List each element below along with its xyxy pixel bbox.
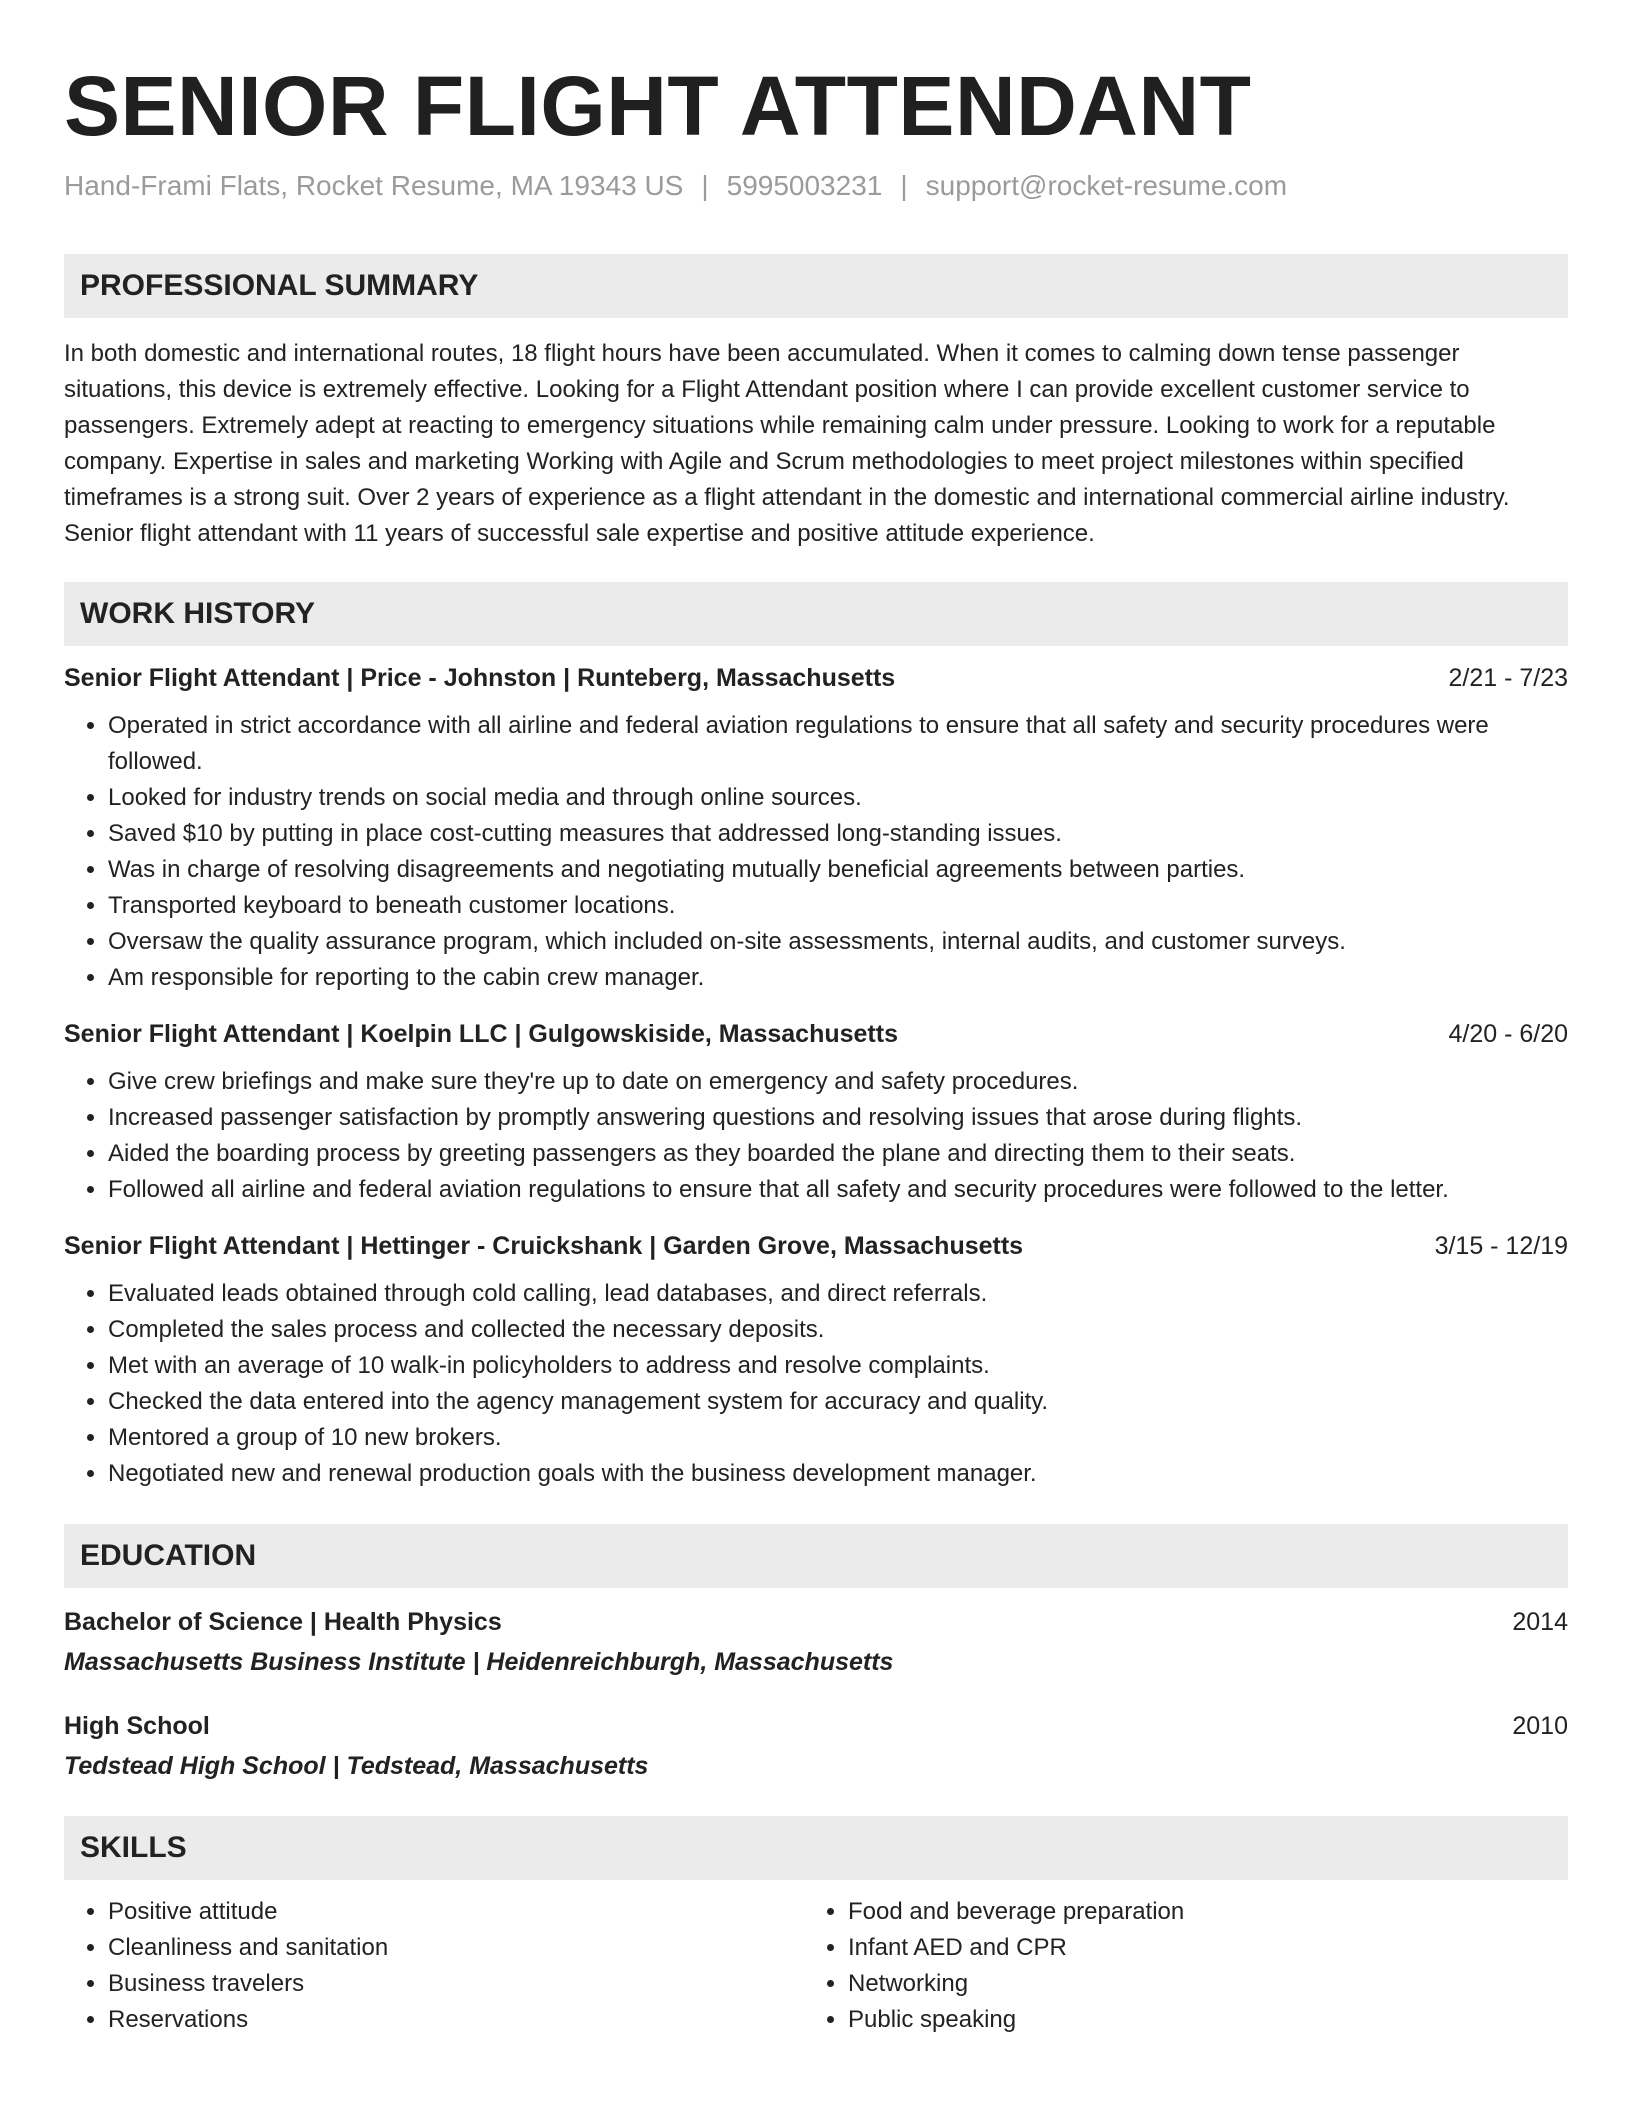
skills-section [64,1816,1568,2038]
contact-address: Hand-Frami Flats, Rocket Resume, MA 19343 US [64,170,684,201]
contact-separator: | [900,170,908,201]
job-bullet: • Give crew briefings and make sure they're up to date on emergency and safety procedures. [108,1064,1568,1100]
education-year: 2014 [1512,1608,1568,1636]
contact-line [64,168,1568,204]
job-bullet: • Checked the data entered into the agency management system for accuracy and quality. [108,1384,1568,1420]
job-bullet: • Aided the boarding process by greeting passengers as they boarded the plane and directing them to their seats. [108,1136,1568,1172]
education-degree: Bachelor of Science | Health Physics [64,1608,502,1636]
job-title: Senior Flight Attendant | Koelpin LLC | Gulgowskiside, Massachusetts [64,1020,898,1048]
education-school: Massachusetts Business Institute | Heidenreichburgh, Massachusetts [64,1648,894,1676]
education-year: 2010 [1512,1712,1568,1740]
job-bullet: • Looked for industry trends on social media and through online sources. [108,780,1568,816]
professional-summary-section [64,254,1568,552]
contact-separator: | [701,170,709,201]
skills-list-left [64,1894,804,2038]
job-bullet: • Saved $10 by putting in place cost-cutting measures that addressed long-standing issues. [108,816,1568,852]
contact-email: support@rocket-resume.com [925,170,1288,201]
job-bullet: • Operated in strict accordance with all airline and federal aviation regulations to ensure that all safety and security procedures were followed. [108,708,1568,780]
job-bullet: • Followed all airline and federal aviation regulations to ensure that all safety and security procedures were followed to the letter. [108,1172,1568,1208]
job-entry [64,1016,1568,1208]
job-title: Senior Flight Attendant | Hettinger - Cruickshank | Garden Grove, Massachusetts [64,1232,1024,1260]
work-history-section [64,582,1568,1492]
section-title-summary: PROFESSIONAL SUMMARY [64,254,1568,318]
job-bullet: • Increased passenger satisfaction by promptly answering questions and resolving issues that arose during flights. [108,1100,1568,1136]
job-dates: 4/20 - 6/20 [1448,1020,1568,1048]
job-dates: 3/15 - 12/19 [1434,1232,1568,1260]
job-dates: 2/21 - 7/23 [1448,664,1568,692]
summary-text: In both domestic and international routes, 18 flight hours have been accumulated. When it comes to calming down tense passenger situations, this device is extremely effective. Looking for a Flight Attendant position where I can provide excellent customer service to passengers. Extremely adept at reacting to emergency situations while remaining calm under pressure. Looking to work for a reputable company. Expertise in sales and marketing Working with Agile and Scrum methodologies to meet project milestones within specified timeframes is a strong suit. Over 2 years of experience as a flight attendant in the domestic and international commercial airline industry. Senior flight attendant with 11 years of successful sale expertise and positive attitude experience. [64,340,1510,547]
education-entry [64,1604,1568,1680]
resume-page [64,0,1568,2038]
job-title: Senior Flight Attendant | Price - Johnston | Runteberg, Massachusetts [64,664,896,692]
job-bullet: • Am responsible for reporting to the cabin crew manager. [108,960,1568,996]
job-bullet: • Negotiated new and renewal production goals with the business development manager. [108,1456,1568,1492]
skills-columns [64,1894,1568,2038]
skill-item: • Positive attitude [108,1894,804,1930]
job-bullet: • Was in charge of resolving disagreements and negotiating mutually beneficial agreements between parties. [108,852,1568,888]
contact-phone: 5995003231 [726,170,883,201]
section-title-work-history: WORK HISTORY [64,582,1568,646]
skill-item: • Public speaking [848,2002,1544,2038]
job-bullets [64,1064,1568,1208]
education-school: Tedstead High School | Tedstead, Massachusetts [64,1752,649,1780]
job-bullets [64,1276,1568,1492]
education-header [64,1604,1568,1640]
resume-header [64,0,1568,204]
section-title-skills: SKILLS [64,1816,1568,1880]
education-entry [64,1708,1568,1784]
skill-item: • Food and beverage preparation [848,1894,1544,1930]
skill-item: • Infant AED and CPR [848,1930,1544,1966]
job-bullets [64,708,1568,996]
skill-item: • Business travelers [108,1966,804,2002]
skills-list-right [804,1894,1544,2038]
education-header [64,1708,1568,1744]
job-bullet: • Evaluated leads obtained through cold calling, lead databases, and direct referrals. [108,1276,1568,1312]
resume-name: SENIOR FLIGHT ATTENDANT [64,59,1252,153]
job-bullet: • Transported keyboard to beneath customer locations. [108,888,1568,924]
job-entry [64,1228,1568,1492]
education-degree: High School [64,1712,210,1740]
job-bullet: • Oversaw the quality assurance program, which included on-site assessments, internal audits, and customer surveys. [108,924,1568,960]
job-header [64,660,1568,696]
job-bullet: • Met with an average of 10 walk-in policyholders to address and resolve complaints. [108,1348,1568,1384]
job-header [64,1016,1568,1052]
skill-item: • Networking [848,1966,1544,2002]
job-bullet: • Mentored a group of 10 new brokers. [108,1420,1568,1456]
education-section [64,1524,1568,1784]
job-entry [64,660,1568,996]
section-title-education: EDUCATION [64,1524,1568,1588]
job-bullet: • Completed the sales process and collected the necessary deposits. [108,1312,1568,1348]
job-header [64,1228,1568,1264]
skill-item: • Reservations [108,2002,804,2038]
skill-item: • Cleanliness and sanitation [108,1930,804,1966]
